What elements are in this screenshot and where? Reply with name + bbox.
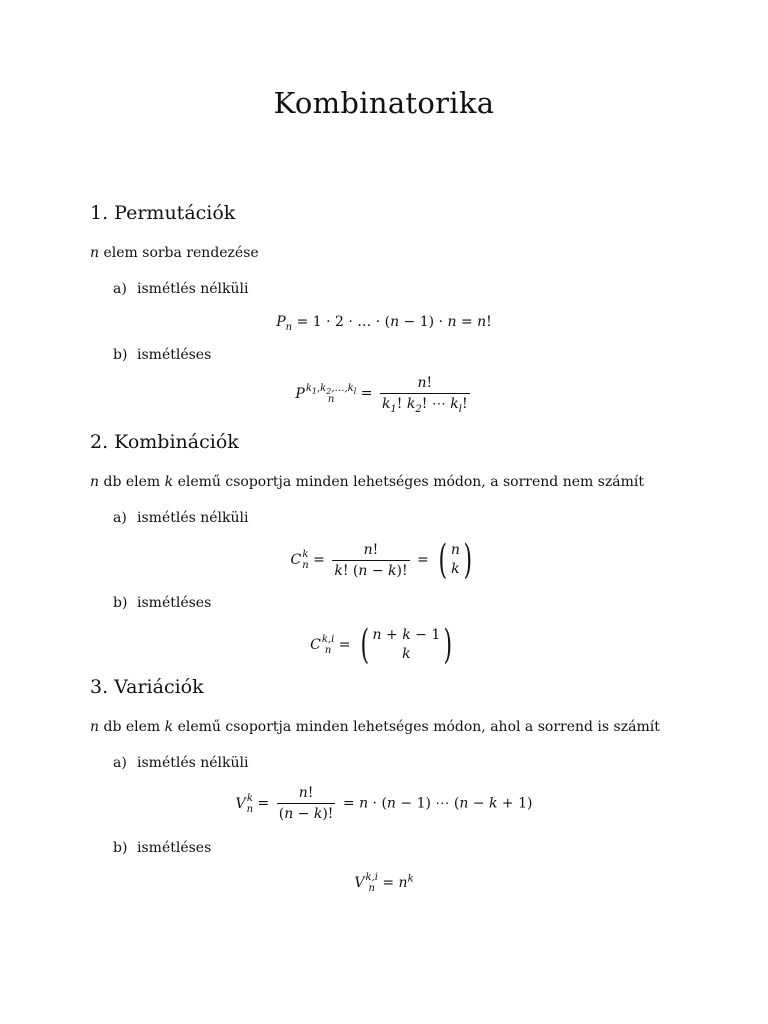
formula-combination-no-repeat: C k n = $\frac{n!}{k! (n - k)!}$ = ( n k ) — [290, 537, 472, 583]
item-label: a) — [113, 755, 127, 771]
section-heading-kombinaciok: 2. Kombinációk — [90, 431, 239, 453]
item-text: ismétlés nélküli — [137, 755, 249, 771]
section-heading-variaciok: 3. Variációk — [90, 676, 204, 698]
list-item-var-b — [113, 840, 211, 856]
description-text-mid: db elem — [99, 474, 165, 490]
variable-k: k — [164, 719, 174, 735]
formula-permutation-no-repeat: $P_n = 1 \cdot 2$ · … · (n − 1) · n = n! — [276, 314, 492, 333]
description-text-mid: db elem — [99, 719, 165, 735]
formula-permutation-repeat: P $k_1,k_2,\dots,k_l$ n = $\frac{n!}{k_1! k_2! \cdots k_l!}$ — [295, 375, 468, 415]
item-text: ismétléses — [137, 840, 212, 856]
item-label: b) — [113, 595, 128, 611]
list-item-comb-b — [113, 595, 211, 611]
item-label: a) — [113, 510, 127, 526]
list-item-comb-a — [113, 510, 248, 526]
item-text: ismétlés nélküli — [137, 281, 249, 297]
variable-k: k — [164, 474, 174, 490]
description-text: elemű csoportja minden lehetséges módon, ahol a sorrend is számít — [173, 719, 660, 735]
section-description-variaciok — [90, 719, 660, 735]
section-description-kombinaciok — [90, 474, 644, 490]
item-text: ismétléses — [137, 347, 212, 363]
variable-n: n — [90, 245, 100, 261]
description-text: elem sorba rendezése — [99, 245, 259, 261]
formula-combination-repeat: C k,i n = ( n + k − 1 k ) — [310, 622, 453, 668]
item-text: ismétléses — [137, 595, 212, 611]
list-item-var-a — [113, 755, 248, 771]
description-text: elemű csoportja minden lehetséges módon, a sorrend nem számít — [173, 474, 645, 490]
section-heading-permutaciok: 1. Permutációk — [90, 202, 236, 224]
list-item-perm-b — [113, 347, 211, 363]
item-text: ismétlés nélküli — [137, 510, 249, 526]
variable-n: n — [90, 474, 100, 490]
document-title: Kombinatorika — [273, 86, 495, 120]
item-label: b) — [113, 347, 128, 363]
formula-variation-repeat: V k,i n = $n^k$ — [354, 872, 414, 894]
item-label: a) — [113, 281, 127, 297]
formula-variation-no-repeat: V k n = $\frac{n!}{(n - k)!}$ = n · (n − 1) ⋯ (n − k + 1) — [235, 785, 533, 822]
section-description-permutaciok — [90, 245, 259, 261]
variable-n: n — [90, 719, 100, 735]
item-label: b) — [113, 840, 128, 856]
list-item-perm-a — [113, 281, 248, 297]
